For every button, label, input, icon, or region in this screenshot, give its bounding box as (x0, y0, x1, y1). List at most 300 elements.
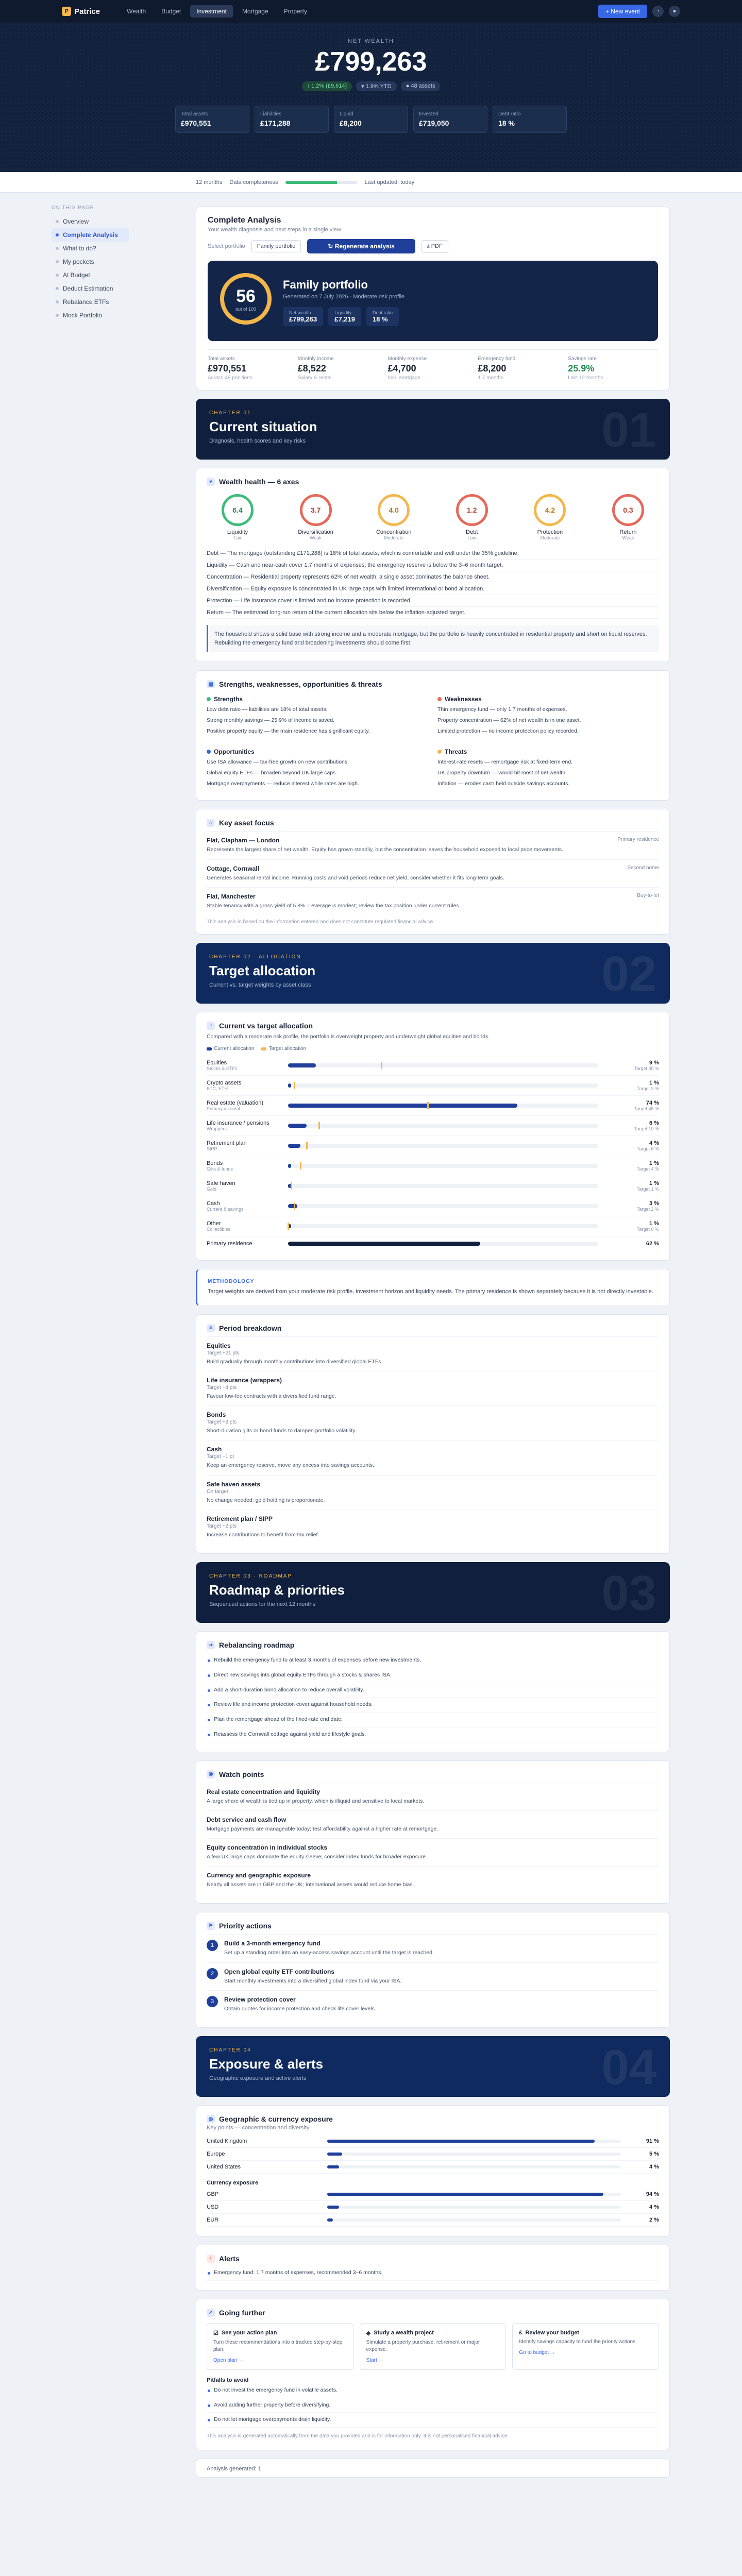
asset-tag: Primary residence (617, 837, 659, 843)
hero-stat (175, 106, 249, 133)
alloc-name (207, 1160, 279, 1172)
exposure-bar (327, 2165, 621, 2168)
alloc-target-pct: Target 6 % (636, 1146, 659, 1152)
sidebar-item-todo[interactable] (52, 242, 129, 255)
exposure-row (207, 2148, 659, 2161)
chapter-banner-4 (196, 2036, 670, 2097)
stat-value: £719,050 (419, 119, 449, 127)
asset-text: Represents the largest share of net wealth. Equity has grown steadily, but the concentration leaves the household exposed to local price movements. (207, 846, 564, 853)
detail-item[interactable] (207, 1440, 659, 1475)
exposure-name: USD (207, 2204, 219, 2211)
alloc-name: Primary residence (207, 1241, 252, 1247)
alloc-class-sub: Primary & rental (207, 1106, 240, 1112)
swot-heading: Threats (445, 748, 467, 755)
priority-text: Obtain quotes for income protection and check life cover levels. (224, 2005, 376, 2012)
watch-list (207, 1783, 659, 1894)
stat-label: Liquid (340, 111, 353, 117)
allocation-intro: Compared with a moderate risk profile, the portfolio is overweight property and underweight global equities and bonds. (207, 1033, 490, 1040)
gauge-label: Debt (466, 529, 478, 535)
exposure-bar (327, 2206, 621, 2209)
allocation-row (207, 1056, 659, 1076)
sidebar-item-label: Overview (63, 218, 89, 225)
exposure-row (207, 2135, 659, 2148)
health-line: Debt — The mortgage (outstanding £171,288) is 18% of total assets, which is comfortable and well under the 35% guideline. (207, 548, 659, 560)
score-ring (220, 273, 272, 325)
priority-body (224, 1940, 434, 1957)
watch-item (207, 1783, 659, 1810)
alloc-target-marker (381, 1062, 382, 1069)
allocation-rows (207, 1056, 659, 1236)
health-gauge (285, 494, 347, 540)
section-title: Geographic & currency exposure (219, 2115, 333, 2124)
legend-label: Current allocation (214, 1046, 255, 1052)
chapter-number: 03 (601, 1566, 656, 1621)
dot-icon (207, 750, 211, 754)
alloc-class: Crypto assets (207, 1080, 242, 1087)
chapter-title: Target allocation (209, 962, 316, 978)
alloc-target-pct: Target 30 % (634, 1066, 659, 1072)
tab-investment[interactable]: Investment (190, 5, 233, 18)
health-line: Liquidity — Cash and near-cash cover 1.7 months of expenses; the emergency reserve is below the 3–6 month target. (207, 560, 659, 571)
priority-body (224, 1996, 376, 2013)
tab-budget[interactable]: Budget (161, 8, 181, 15)
roadmap-card (196, 1631, 670, 1752)
exposure-pct: 4 % (649, 2204, 659, 2211)
watch-item (207, 1810, 659, 1838)
gauge-note: Weak (622, 535, 634, 540)
exposure-card (196, 2105, 670, 2236)
dot-icon (56, 300, 59, 303)
tab-property[interactable]: Property (283, 8, 307, 15)
kpi-row (208, 349, 658, 381)
alloc-class: Other (207, 1221, 221, 1227)
stat-value: £970,551 (181, 119, 211, 127)
analysis-title: Complete Analysis (208, 216, 281, 225)
gauge-label: Liquidity (227, 529, 248, 535)
allocation-row (207, 1096, 659, 1116)
roadmap-item: Direct new savings into global equity ETFs through a stocks & shares ISA. (207, 1668, 659, 1683)
portfolio-meta: Generated on 7 July 2026 · Moderate risk profile (283, 294, 405, 300)
alerts-card (196, 2245, 670, 2291)
dot-icon (207, 697, 211, 701)
detail-title: Retirement plan / SIPP (207, 1515, 273, 1522)
bell-icon[interactable]: ◔ (652, 6, 664, 17)
rocket-icon: ➚ (207, 2309, 215, 2317)
pie-icon: ◔ (207, 1022, 215, 1030)
sidebar-item-rebalance[interactable] (52, 295, 129, 309)
further-disclaimer: This analysis is generated automatically from the data you provided and is for information only. It is not personalised financial advice. (207, 2433, 509, 2439)
priority-item[interactable] (207, 1962, 659, 1990)
chapter-number: 04 (601, 2040, 656, 2095)
stat-label: Net wealth (289, 310, 311, 315)
alloc-current-pct: 6 % (649, 1120, 659, 1127)
sidebar-item-label: Rebalance ETFs (63, 298, 109, 306)
kpi-value: 25.9% (568, 363, 595, 374)
pdf-button[interactable]: ⤓ PDF (421, 240, 448, 253)
stat-label: Liquidity (334, 310, 352, 315)
roadmap-list (207, 1653, 659, 1742)
period-breakdown-card (196, 1314, 670, 1554)
asset-tag: Buy-to-let (637, 892, 659, 899)
kpi-sub: Last 12 months (568, 375, 603, 381)
health-gauges (207, 494, 659, 540)
pitfall-item: Do not let mortgage overpayments drain liquidity. (207, 2413, 659, 2428)
priority-title: Review protection cover (224, 1995, 296, 2003)
swot-card (196, 670, 670, 801)
detail-sub: Target +21 pts (207, 1350, 240, 1356)
alloc-value (608, 1080, 659, 1091)
hero-stat (334, 106, 408, 133)
alloc-class: Cash (207, 1200, 220, 1207)
portfolio-stat (283, 307, 323, 326)
kpi-sub: Across 48 positions (208, 375, 252, 381)
alloc-class: Equities (207, 1060, 227, 1066)
asset-item[interactable] (207, 887, 659, 915)
alloc-value (608, 1180, 659, 1192)
budget-icon: £ (519, 2329, 522, 2336)
exposure-row (207, 2188, 659, 2201)
exposure-name: United Kingdom (207, 2138, 247, 2145)
priority-number: 2 (207, 1968, 218, 1979)
detail-list (207, 1336, 659, 1544)
allocation-row (207, 1156, 659, 1176)
alloc-target-pct: Target 10 % (634, 1126, 659, 1132)
main-content (196, 206, 670, 2486)
dot-icon (56, 260, 59, 263)
alloc-name (207, 1080, 279, 1091)
brand-logo[interactable] (62, 7, 100, 16)
gauge-note: Low (467, 535, 477, 540)
alloc-target-pct: Target 0 % (636, 1227, 659, 1232)
tab-wealth[interactable]: Wealth (127, 8, 146, 15)
asset-name: Cottage, Cornwall (207, 865, 260, 872)
avatar[interactable]: ● (669, 6, 680, 17)
alloc-class-sub: Current & savings (207, 1207, 244, 1212)
roadmap-item: Plan the remortgage ahead of the fixed-rate end date. (207, 1713, 659, 1727)
priority-number: 3 (207, 1996, 218, 2007)
health-line: Protection — Life insurance cover is limited and no income protection is recorded. (207, 595, 659, 607)
analysis-card (196, 206, 670, 391)
further-card[interactable] (207, 2323, 353, 2370)
legend-current (207, 1046, 254, 1052)
kpi (388, 356, 478, 381)
detail-item[interactable] (207, 1405, 659, 1440)
kpi-label: Monthly expense (387, 356, 427, 362)
kpi (208, 356, 298, 381)
alloc-target-marker (291, 1182, 292, 1190)
detail-text: Keep an emergency reserve, move any excess into savings accounts. (207, 1462, 375, 1469)
dot-icon (56, 274, 59, 277)
alloc-value (608, 1140, 659, 1151)
pitfall-item: Avoid adding further property before diversifying. (207, 2398, 659, 2413)
health-line: Diversification — Equity exposure is concentrated in UK large caps with limited international or bond allocation. (207, 583, 659, 595)
further-card[interactable] (360, 2323, 507, 2370)
detail-title: Equities (207, 1342, 231, 1349)
watch-text: A few UK large caps dominate the equity sleeve; consider index funds for broader exposure. (207, 1853, 427, 1860)
swot-weaknesses (437, 696, 659, 739)
swot-item: Thin emergency fund — only 1.7 months of expenses. (437, 706, 567, 713)
eye-icon: ◉ (207, 1770, 215, 1778)
gauge-label: Diversification (298, 529, 333, 535)
exposure-subtitle: Key points — concentration and diversity (207, 2125, 310, 2131)
section-title: Wealth health — 6 axes (219, 478, 299, 486)
stat-label: Liabilities (260, 111, 282, 117)
detail-text: Build gradually through monthly contributions into diversified global ETFs. (207, 1358, 383, 1365)
portfolio-select-label: Select portfolio (208, 243, 245, 249)
gauge-ring: 4.0 (378, 494, 410, 526)
globe-icon: ◍ (207, 2115, 215, 2123)
chapter-title: Exposure & alerts (209, 2056, 324, 2072)
sidebar-item-label: AI Budget (63, 272, 90, 279)
priority-body (224, 1968, 401, 1985)
priority-title: Build a 3-month emergency fund (224, 1940, 321, 1947)
alloc-class-sub: Stocks & ETFs (207, 1066, 238, 1072)
period-select[interactable]: 12 months (196, 179, 223, 185)
kpi (478, 356, 568, 381)
alloc-fill (288, 1242, 480, 1246)
alloc-current-pct: 1 % (649, 1180, 659, 1187)
swot-item: Low debt ratio — liabilities are 18% of total assets. (207, 706, 328, 713)
portfolio-select[interactable]: Family portfolio (251, 240, 301, 252)
legend-swatch (207, 1047, 212, 1050)
alloc-value (608, 1160, 659, 1172)
mini-link[interactable]: Go to budget → (519, 2349, 555, 2355)
mini-link[interactable]: Start → (366, 2357, 384, 2363)
asset-tag: Second home (627, 865, 659, 871)
portfolio-summary (208, 261, 658, 341)
detail-title: Safe haven assets (207, 1480, 261, 1488)
watch-title: Equity concentration in individual stocks (207, 1843, 328, 1851)
alloc-current-pct: 1 % (649, 1221, 659, 1227)
kpi-label: Savings rate (568, 356, 597, 362)
alloc-fill (288, 1164, 291, 1168)
alloc-track (288, 1104, 598, 1108)
completeness-progress (285, 181, 358, 184)
alloc-target-marker (427, 1102, 429, 1109)
section-title: Watch points (219, 1770, 264, 1778)
detail-item[interactable] (207, 1475, 659, 1510)
exposure-pct: 2 % (649, 2217, 659, 2224)
alloc-class: Life insurance / pensions (207, 1120, 269, 1127)
methodology-card (196, 1269, 670, 1306)
detail-item[interactable] (207, 1371, 659, 1405)
detail-title: Bonds (207, 1411, 226, 1419)
dot-icon (56, 287, 59, 290)
swot-strengths (207, 696, 428, 739)
alloc-target-pct: Target 1 % (636, 1187, 659, 1192)
gauge-note: Moderate (540, 535, 560, 540)
regenerate-button[interactable]: ↻ Regenerate analysis (307, 239, 415, 253)
exposure-row (207, 2201, 659, 2214)
chapter-kicker: CHAPTER 03 · ROADMAP (209, 1573, 293, 1579)
section-title: Current vs target allocation (219, 1021, 313, 1030)
exposure-pct: 94 % (646, 2191, 659, 2198)
flag-icon: ⚑ (207, 1922, 215, 1930)
swot-item: Global equity ETFs — broaden beyond UK large caps. (207, 769, 338, 776)
watch-title: Debt service and cash flow (207, 1816, 286, 1823)
stat-label: Debt ratio (373, 310, 393, 315)
health-line: Concentration — Residential property represents 62% of net wealth; a single asset dominates the balance sheet. (207, 571, 659, 583)
alloc-track (288, 1124, 598, 1128)
exposure-name: GBP (207, 2191, 219, 2198)
kpi-label: Total assets (208, 356, 235, 362)
sidebar-item-deduct[interactable] (52, 282, 129, 295)
exposure-row (207, 2214, 659, 2227)
mini-title: Review your budget (525, 2329, 579, 2336)
legend-label: Target allocation (268, 1046, 307, 1052)
exposure-fill (327, 2206, 339, 2209)
asset-name: Flat, Manchester (207, 892, 256, 900)
alloc-target-pct: Target 2 % (636, 1086, 659, 1092)
asset-item[interactable] (207, 859, 659, 887)
chapter-title: Current situation (209, 419, 317, 434)
alloc-class-sub: Collectibles (207, 1227, 231, 1232)
sidebar-item-mock[interactable] (52, 309, 129, 322)
detail-text: Favour low-fee contracts with a diversified fund range. (207, 1393, 336, 1399)
detail-item[interactable] (207, 1510, 659, 1544)
exposure-name: United States (207, 2164, 241, 2171)
alloc-value (608, 1120, 659, 1131)
home-icon: ⌂ (207, 819, 215, 827)
further-card[interactable] (512, 2323, 659, 2370)
detail-item[interactable] (207, 1336, 659, 1371)
priority-list (207, 1934, 659, 2018)
watch-item (207, 1838, 659, 1866)
kpi-sub: Salary & rental (297, 375, 332, 381)
alloc-current-pct: 3 % (649, 1200, 659, 1207)
kpi-value: £970,551 (208, 363, 247, 374)
watch-text: Nearly all assets are in GBP and the UK; international assets would reduce home bias. (207, 1882, 414, 1888)
stat-value: 18 % (498, 119, 515, 127)
allocation-row (207, 1196, 659, 1216)
currency-label: Currency exposure (207, 2180, 259, 2187)
swot-item: Limited protection — no income protection policy recorded. (437, 728, 579, 735)
watch-text: A large share of wealth is tied up in property, which is illiquid and sensitive to local markets. (207, 1798, 425, 1804)
alloc-value (608, 1200, 659, 1212)
kpi-sub: Incl. mortgage (387, 375, 420, 381)
swot-item: Use ISA allowance — tax-free growth on new contributions. (207, 758, 349, 765)
ytd-chip: ▾ 1.9% YTD (356, 81, 397, 91)
alloc-target-marker (318, 1122, 320, 1129)
portfolio-stat (328, 307, 361, 326)
chapter-kicker: CHAPTER 02 · ALLOCATION (209, 954, 301, 960)
sidebar-item-overview[interactable] (52, 215, 129, 228)
alloc-target-pct: Target 2 % (636, 1207, 659, 1212)
section-title: Rebalancing roadmap (219, 1641, 295, 1649)
swot-threats (437, 748, 659, 791)
sidebar-item-pockets[interactable] (52, 255, 129, 268)
kpi-label: Emergency fund (478, 356, 516, 362)
chapter-number: 02 (601, 946, 656, 1002)
exposure-bar (327, 2140, 621, 2143)
gauge-note: Moderate (384, 535, 404, 540)
stat-value: £799,263 (289, 315, 317, 323)
nav-tabs (121, 5, 313, 18)
history-label: Analysis generated: 1 (207, 2465, 261, 2472)
alloc-current-pct: 74 % (646, 1100, 659, 1107)
chapter-subtitle: Geographic exposure and active alerts (209, 2075, 307, 2082)
health-gauge (363, 494, 425, 540)
section-title: Priority actions (219, 1922, 272, 1930)
mini-text: Identify savings capacity to fund the priority actions. (519, 2338, 637, 2345)
dot-icon (56, 247, 59, 250)
gauge-ring: 1.2 (456, 494, 488, 526)
kpi (568, 356, 658, 381)
alloc-class: Bonds (207, 1160, 223, 1167)
plan-icon: ☑ (213, 2330, 218, 2336)
hero-stats (175, 106, 567, 133)
alloc-class-sub: BTC, ETH (207, 1086, 228, 1092)
mini-text: Simulate a property purchase, retirement or major expense. (366, 2339, 480, 2352)
kpi-label: Monthly income (297, 356, 334, 362)
gauge-ring: 3.7 (300, 494, 332, 526)
health-lines (207, 548, 659, 619)
geo-exposure (207, 2135, 659, 2174)
mini-title: See your action plan (221, 2330, 277, 2336)
alloc-class: Retirement plan (207, 1140, 247, 1147)
mini-link[interactable]: Open plan → (213, 2357, 244, 2363)
priority-card (196, 1912, 670, 2028)
sidebar-item-analysis[interactable] (52, 228, 129, 242)
watch-points-card (196, 1760, 670, 1904)
route-icon: ➜ (207, 1641, 215, 1649)
alloc-name (207, 1120, 279, 1131)
mini-title: Study a wealth project (374, 2330, 434, 2336)
alloc-current-pct: 9 % (649, 1060, 659, 1066)
chapter-kicker: CHAPTER 04 (209, 2047, 251, 2054)
chapter-subtitle: Current vs. target weights by asset class (209, 981, 311, 988)
hero-label: NET WEALTH (348, 38, 394, 44)
asset-text: Stable tenancy with a gross yield of 5.8%. Leverage is modest; review the tax position under current rules. (207, 902, 461, 909)
dot-icon (56, 233, 59, 236)
kpi-value: £8,522 (297, 363, 326, 374)
hero-stat (493, 106, 567, 133)
detail-text: No change needed; gold holding is proportionate. (207, 1497, 325, 1503)
watch-title: Real estate concentration and liquidity (207, 1788, 321, 1795)
asset-item[interactable] (207, 831, 659, 859)
hero-section (0, 23, 742, 172)
alloc-name (207, 1140, 279, 1151)
mini-text: Turn these recommendations into a tracked step-by-step plan. (213, 2339, 343, 2352)
roadmap-item: Add a short-duration bond allocation to reduce overall volatility. (207, 1683, 659, 1698)
chapter-subtitle: Sequenced actions for the next 12 months (209, 1601, 316, 1607)
stat-label: Invested (419, 111, 439, 117)
allocation-row (207, 1076, 659, 1096)
allocation-row (207, 1116, 659, 1136)
exposure-pct: 4 % (649, 2164, 659, 2171)
history-card[interactable] (196, 2459, 670, 2478)
section-title: Period breakdown (219, 1324, 282, 1332)
sidebar-item-label: Deduct Estimation (63, 285, 113, 292)
alloc-class-sub: Gold (207, 1187, 217, 1192)
health-note: The household shows a solid base with strong income and a moderate mortgage, but the portfolio is heavily concentrated in residential property and short on liquid reserves. Rebuilding the emergency fund and broadening investments should come first. (207, 625, 659, 652)
analysis-subtitle: Your wealth diagnosis and next steps in a single view (208, 227, 341, 233)
new-event-button[interactable]: + New event (598, 5, 647, 18)
watch-text: Mortgage payments are manageable today; test affordability against a higher rate at remortgage. (207, 1825, 439, 1832)
swot-item: UK property downturn — would hit most of net wealth. (437, 769, 567, 776)
alloc-track (288, 1164, 598, 1168)
alloc-class-sub: Wrappers (207, 1126, 227, 1132)
chapter-banner-2 (196, 943, 670, 1004)
priority-item[interactable] (207, 1990, 659, 2018)
alloc-target-pct: Target 45 % (634, 1106, 659, 1112)
nav-right (598, 5, 680, 18)
swot-heading: Weaknesses (445, 696, 482, 703)
priority-item[interactable] (207, 1934, 659, 1962)
tab-mortgage[interactable]: Mortgage (242, 8, 268, 15)
swot-item: Strong monthly savings — 25.9% of income is saved. (207, 717, 335, 724)
sidebar-item-budget[interactable] (52, 268, 129, 282)
